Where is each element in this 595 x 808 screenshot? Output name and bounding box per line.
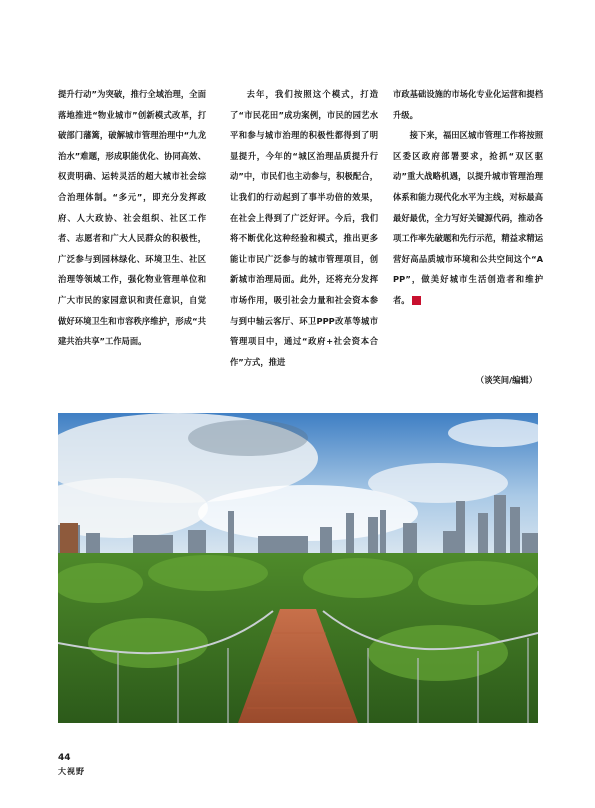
editor-credit: （谈笑间/编辑） [475, 375, 537, 385]
column-1-text: 提升行动”为突破，推行全域治理，全面落地推进“物业城市”创新模式改革，打破部门藩篱，破解城市管理治理中“九龙治水”难题，形成职能优化、协同高效、权责明确、运转灵活的超大城市社会综合治理体制。“多元”，即充分发挥政府、人大政协、社会组织、社区工作者、志愿者和广大人民群众的积极性，广泛参与到园林绿化、环境卫生、社区治理等领域工作，强化物业管理单位和广大市民的家园意识和责任意识，自觉做好环境卫生和市容秩序维护，形成“共建共治共享”工作局面。 [58, 89, 206, 347]
column-3-paragraph-1: 市政基础设施的市场化专业化运营和提档升级。 [393, 89, 543, 120]
page-number: 44 [58, 753, 71, 763]
article-column-2 [230, 84, 378, 372]
column-2-text: 去年，我们按照这个模式，打造了“市民花田”成功案例，市民的园艺水平和参与城市治理的积极性都得到了明显提升，今年的“城区治理品质提升行动”中，市民们也主动参与，积极配合，让我们的行动起到了事半功倍的效果，在社会上得到了广泛好评。今后，我们将不断优化这种经验和模式，推出更多能让市民广泛参与的城市管理项目，创新城市治理局面。此外，还将充分发挥市场作用，吸引社会力量和社会资本参与到中轴云客厅、环卫PPP改革等城市管理项目中，通过“政府+社会资本合作”方式，推进 [230, 89, 378, 367]
article-column-3 [393, 84, 543, 311]
cityscape-photo [58, 413, 538, 723]
end-mark-icon: V [412, 296, 421, 305]
column-3-paragraph-2 [393, 125, 543, 310]
column-3-paragraph-2-text: 接下来，福田区城市管理工作将按照区委区政府部署要求，抢抓“双区驱动”重大战略机遇，以提升城市管理治理体系和能力现代化水平为主线，对标最高最好最优，全力写好关键源代码，推动各项工作率先破题和先行示范，精益求精运营好高品质城市环境和公共空间这个“APP”，做美好城市生活创造者和维护者。 [393, 130, 543, 305]
boardwalk-skyline-image [58, 413, 538, 723]
article-column-1 [58, 84, 206, 352]
magazine-name: 大视野 [58, 767, 85, 776]
